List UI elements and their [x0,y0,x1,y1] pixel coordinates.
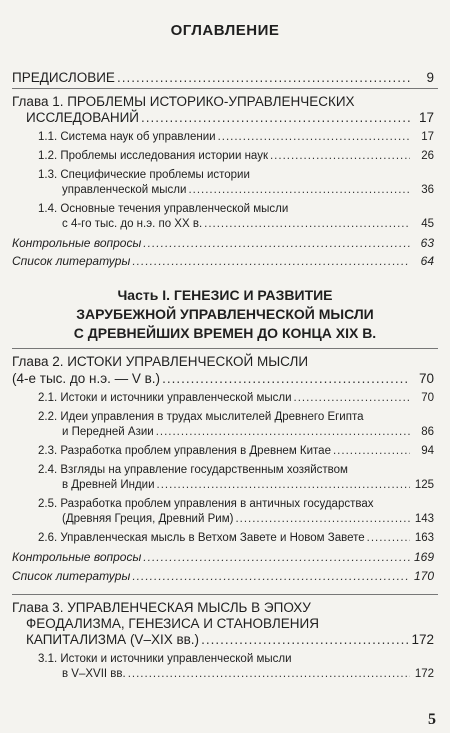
toc-entry-ch2-questions [12,550,434,565]
toc-entry-2-2 [62,425,434,439]
toc-page-number: 17 [418,110,434,125]
toc-entry-2-4 [62,478,434,492]
toc-page-number: 70 [418,371,434,386]
toc-entry-label: 2.3. Разработка проблем управления в Древнем Китае [38,445,331,457]
leader-dots [156,425,410,439]
toc-entry-2-1 [38,391,434,405]
toc-entry-label: ПРЕДИСЛОВИЕ [12,70,115,85]
leader-dots [270,149,410,163]
toc-page-number: 17 [421,131,434,143]
toc-page-number: 169 [413,550,434,564]
leader-dots [294,391,410,405]
leader-dots [128,667,410,681]
toc-page-number: 26 [421,150,434,162]
part-1-title-line1: Часть I. ГЕНЕЗИС И РАЗВИТИЕ [117,287,333,303]
toc-page-number: 36 [421,184,434,196]
toc-entry-1-3 [62,183,434,197]
toc-entry-label: Контрольные вопросы [12,236,142,250]
toc-entry-label: КАПИТАЛИЗМА (V–XIX вв.) [26,632,200,647]
toc-entry-2-6 [38,531,434,545]
part-1-title-line3: С ДРЕВНЕЙШИХ ВРЕМЕН ДО КОНЦА XIX В. [73,325,377,341]
toc-entry-2-4-line1: 2.4. Взгляды на управление государственным хозяйством [38,464,348,476]
toc-entry-label: в Древней Индии [62,479,155,491]
chapter-2-title: Глава 2. ИСТОКИ УПРАВЛЕНЧЕСКОЙ МЫСЛИ [12,354,309,369]
toc-entry-label: 1.2. Проблемы исследования истории наук [38,150,268,162]
part-1-title-line2: ЗАРУБЕЖНОЙ УПРАВЛЕНЧЕСКОЙ МЫСЛИ [76,306,374,322]
leader-dots [117,70,410,86]
leader-dots [201,632,409,648]
toc-page-number: 70 [421,392,434,404]
leader-dots [157,478,410,492]
toc-entry-label: (4-е тыс. до н.э. — V в.) [12,371,161,386]
toc-page-number: 86 [421,426,434,438]
toc-page-number: 172 [411,632,434,647]
toc-page-number: 9 [426,70,434,85]
toc-page-number: 63 [420,236,434,250]
toc-entry-3-1 [62,667,434,681]
toc-entry-label: 2.1. Истоки и источники управленческой мысли [38,392,292,404]
toc-entry-label: с 4-го тыс. до н.э. по XX в. [62,218,203,230]
page-title: ОГЛАВЛЕНИЕ [170,22,280,39]
toc-page-number: 94 [421,445,434,457]
toc-entry-1-4 [62,217,434,231]
toc-entry-2-5-line1: 2.5. Разработка проблем управления в античных государствах [38,498,374,510]
toc-entry-preface [12,70,434,86]
toc-entry-label: (Древняя Греция, Древний Рим) [62,513,234,525]
toc-page-number: 45 [421,218,434,230]
leader-dots [132,569,410,584]
toc-entry-chapter-2 [12,371,434,387]
toc-entry-ch1-questions [12,236,434,251]
divider [12,348,438,349]
toc-entry-2-5 [62,512,434,526]
leader-dots [204,217,410,231]
leader-dots [162,371,410,387]
toc-entry-label: и Передней Азии [62,426,154,438]
toc-entry-3-1-line1: 3.1. Истоки и источники управленческой мысли [38,653,292,665]
toc-page-number: 143 [414,513,434,525]
leader-dots [333,444,410,458]
toc-entry-label: в V–XVII вв. [62,668,126,680]
leader-dots [218,130,410,144]
toc-page-number: 172 [414,668,434,680]
leader-dots [367,531,410,545]
divider [12,594,438,595]
toc-entry-ch2-literature [12,569,434,584]
toc-entry-label: Список литературы [12,569,131,583]
toc-entry-ch1-literature [12,254,434,269]
toc-entry-1-1 [38,130,434,144]
toc-entry-label: ИССЛЕДОВАНИЙ [26,110,139,125]
toc-entry-1-2 [38,149,434,163]
chapter-3-title-line2: ФЕОДАЛИЗМА, ГЕНЕЗИСА И СТАНОВЛЕНИЯ [26,616,319,631]
page-number: 5 [428,711,436,728]
toc-entry-chapter-3 [26,632,434,648]
leader-dots [143,550,410,565]
leader-dots [235,512,410,526]
leader-dots [188,183,410,197]
toc-entry-1-3-line1: 1.3. Специфические проблемы истории [38,169,250,181]
toc-entry-label: Контрольные вопросы [12,550,142,564]
toc-entry-chapter-1 [26,110,434,126]
toc-entry-label: Список литературы [12,254,131,268]
toc-entry-label: 1.1. Система наук об управлении [38,131,216,143]
leader-dots [143,236,410,251]
toc-page-number: 163 [414,532,434,544]
chapter-3-title-line1: Глава 3. УПРАВЛЕНЧЕСКАЯ МЫСЛЬ В ЭПОХУ [12,600,311,615]
toc-page-number: 170 [413,569,434,583]
leader-dots [132,254,410,269]
toc-entry-2-2-line1: 2.2. Идеи управления в трудах мыслителей Древнего Египта [38,411,364,423]
toc-page-number: 64 [420,254,434,268]
divider [12,88,438,89]
chapter-1-title: Глава 1. ПРОБЛЕМЫ ИСТОРИКО-УПРАВЛЕНЧЕСКИХ [12,94,355,109]
toc-entry-2-3 [38,444,434,458]
toc-page-number: 125 [414,479,434,491]
toc-entry-label: управленческой мысли [62,184,187,196]
toc-entry-label: 2.6. Управленческая мысль в Ветхом Завете и Новом Завете [38,532,365,544]
leader-dots [141,110,410,126]
toc-entry-1-4-line1: 1.4. Основные течения управленческой мысли [38,203,289,215]
